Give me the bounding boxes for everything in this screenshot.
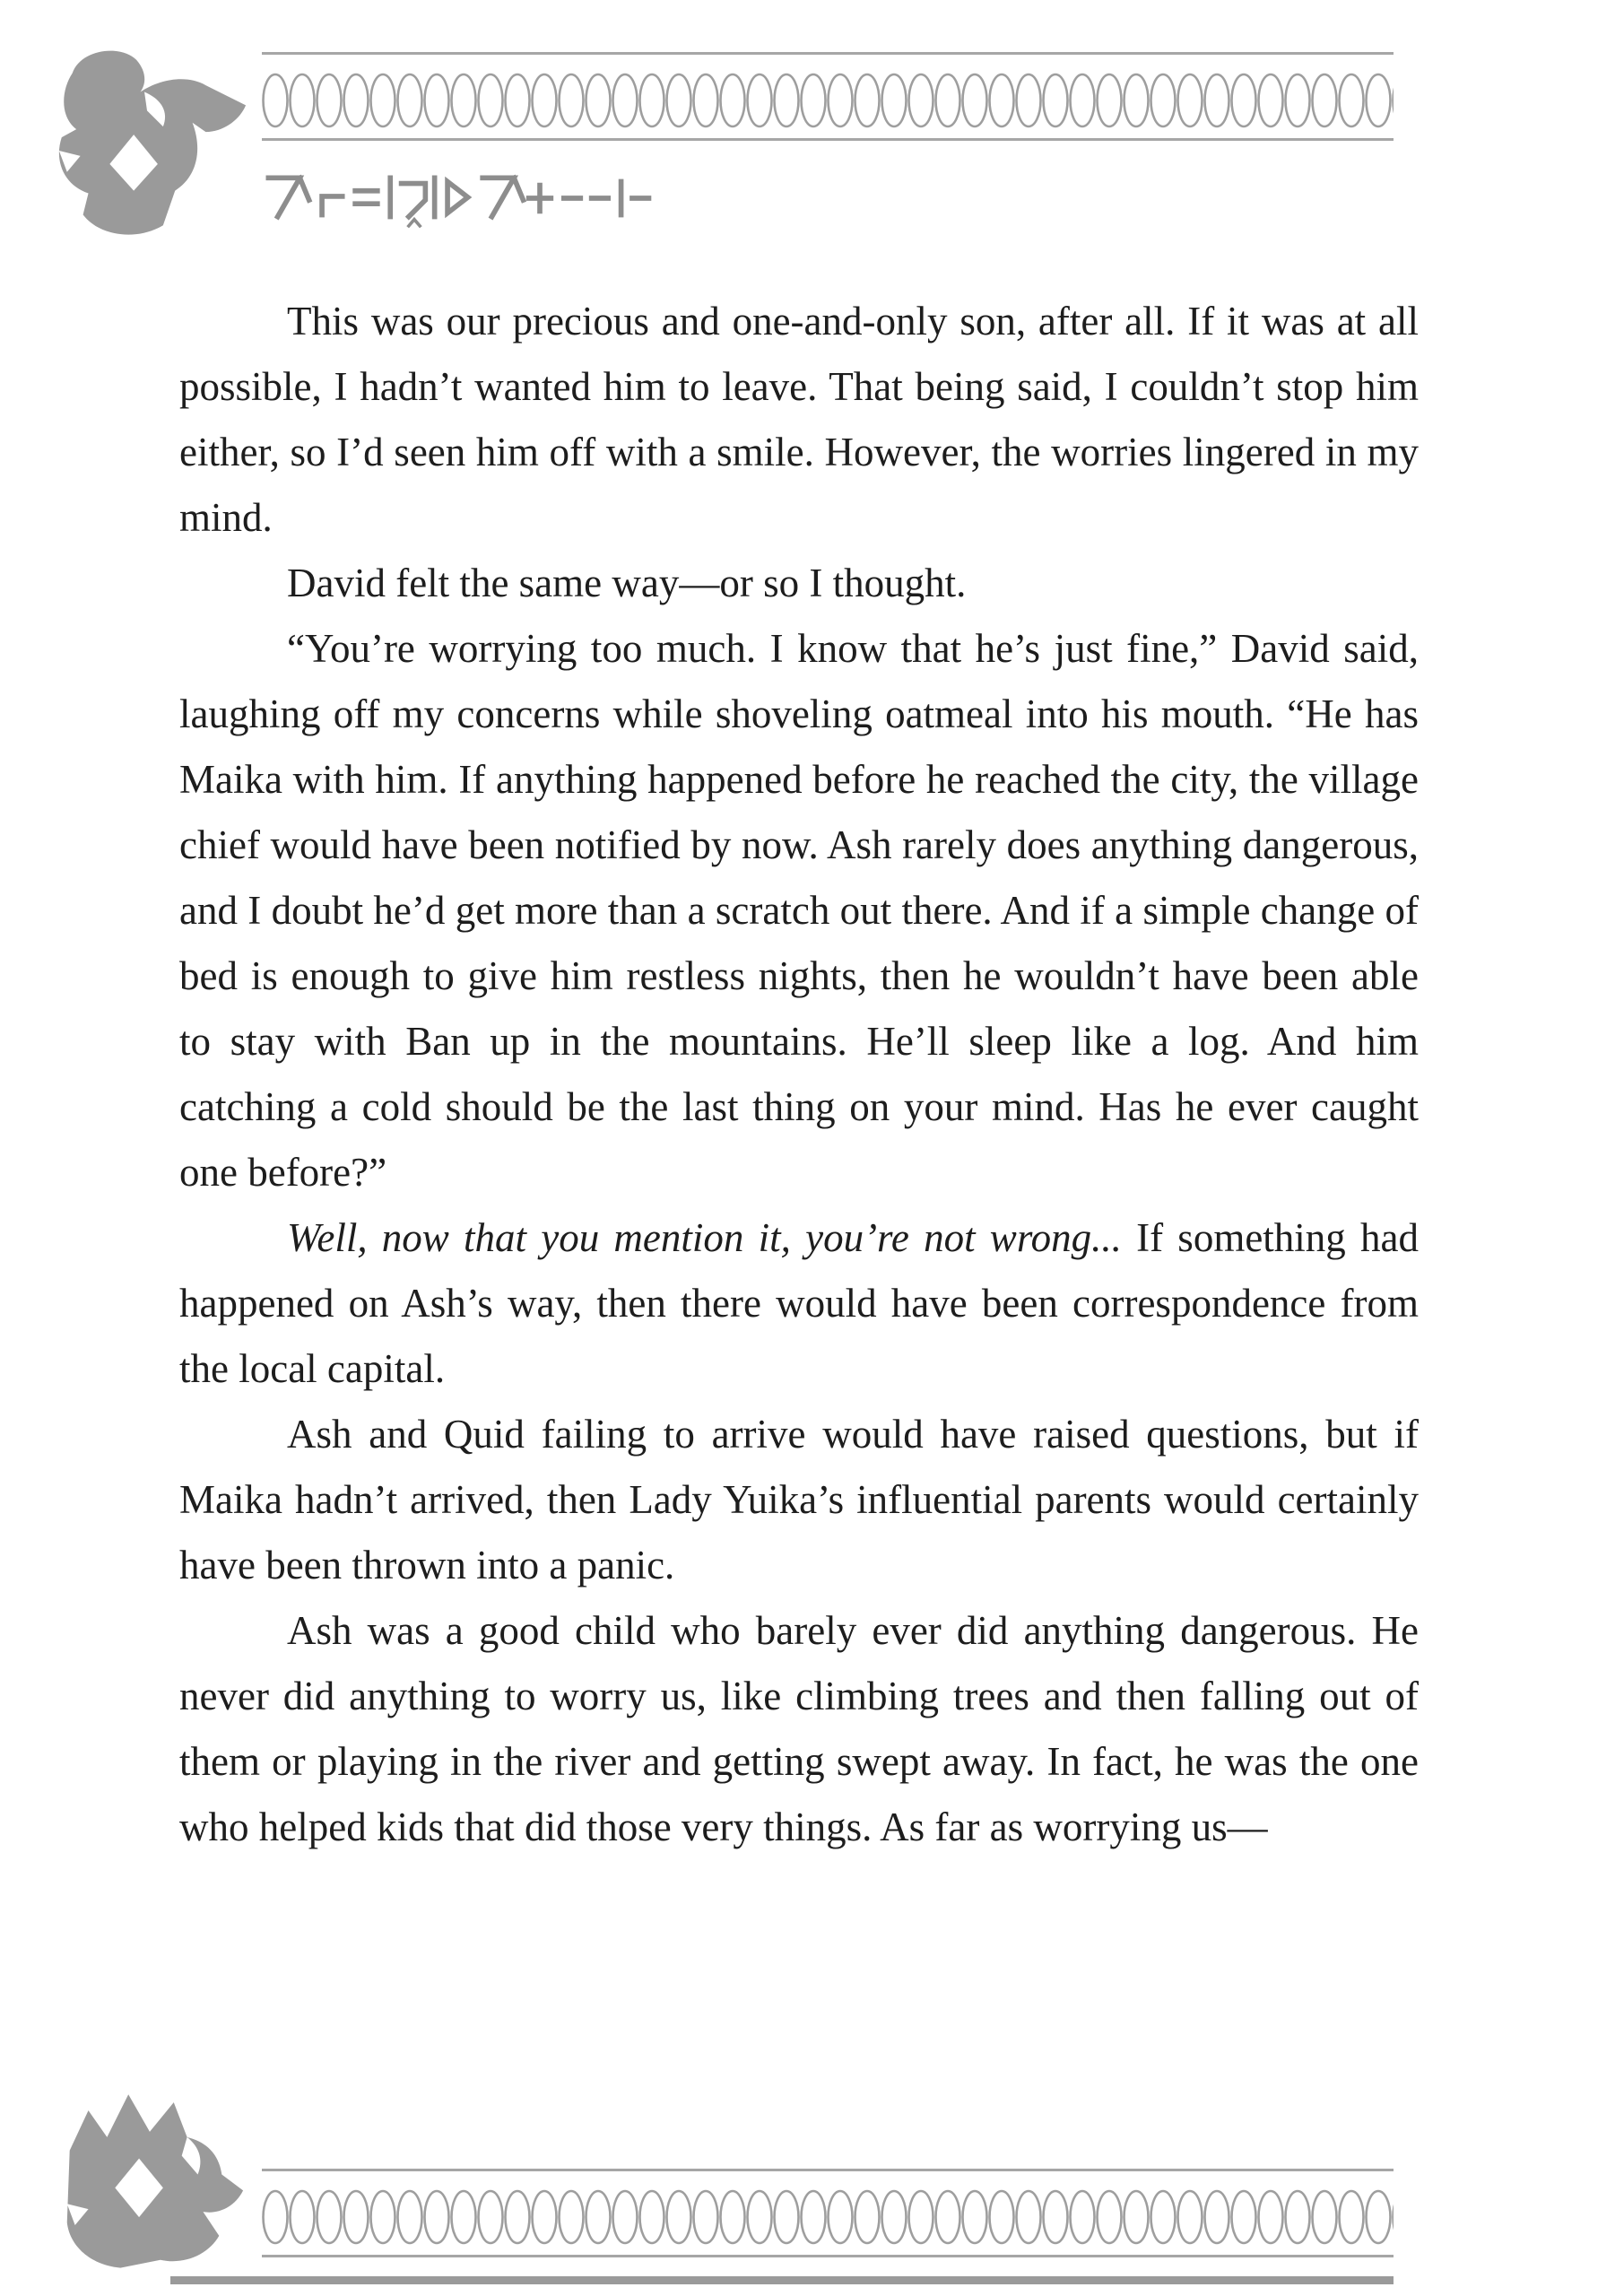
page-body [179,289,1419,1860]
footer-thick-rule [170,2276,1394,2284]
paragraph: Ash was a good child who barely ever did anything dangerous. He never did anything to worry us, like climbing trees and then falling out of them or playing in the river and getting swept away. In fact, he was the one who helped kids that did those very things. As far as worrying us— [179,1608,1419,1849]
footer-rule-top [262,2169,1394,2171]
footer-ornament-border [262,2169,1394,2258]
paragraph: This was our precious and one-and-only son, after all. If it was at all possible, I hadn’t wanted him to leave. That being said, I couldn’t stop him either, so I’d seen him off with a smile. However, the worries lingered in my mind. [179,299,1419,540]
paragraph [179,1205,1419,1402]
paragraph: David felt the same way—or so I thought. [287,561,967,605]
paragraph-text: If something had happened on Ash’s way, then there would have been correspondence from the local capital. [179,1215,1419,1391]
oval-chain-border-icon [262,2187,1394,2248]
oval-chain-border-icon [262,70,1394,131]
crest-emblem-icon [40,38,254,253]
header-rule-top [262,52,1394,55]
header-rule-bottom [262,138,1394,141]
paragraph: “You’re worrying too much. I know that he’s just fine,” David said, laughing off my concerns while shoveling oatmeal into his mouth. “He has Maika with him. If anything happened before he reached the city, the village chief would have been notified by now. Ash rarely does anything dangerous, and I doubt he’d get more than a scratch out there. And if a simple change of bed is enough to give him restless nights, then he wouldn’t have been able to stay with Ban up in the mountains. He’ll sleep like a log. And him catching a cold should be the last thing on your mind. Has he ever caught one before?” [179,626,1419,1195]
header-ornament-border [262,52,1394,142]
footer-rule-bottom [262,2255,1394,2257]
italic-text: Well, now that you mention it, you’re not wrong... [287,1215,1122,1260]
paragraph: Ash and Quid failing to arrive would have raised questions, but if Maika hadn’t arrived, then Lady Yuika’s influential parents would certainly have been thrown into a panic. [179,1412,1419,1587]
crest-emblem-icon [40,2065,254,2280]
rune-script-icon [262,167,661,230]
